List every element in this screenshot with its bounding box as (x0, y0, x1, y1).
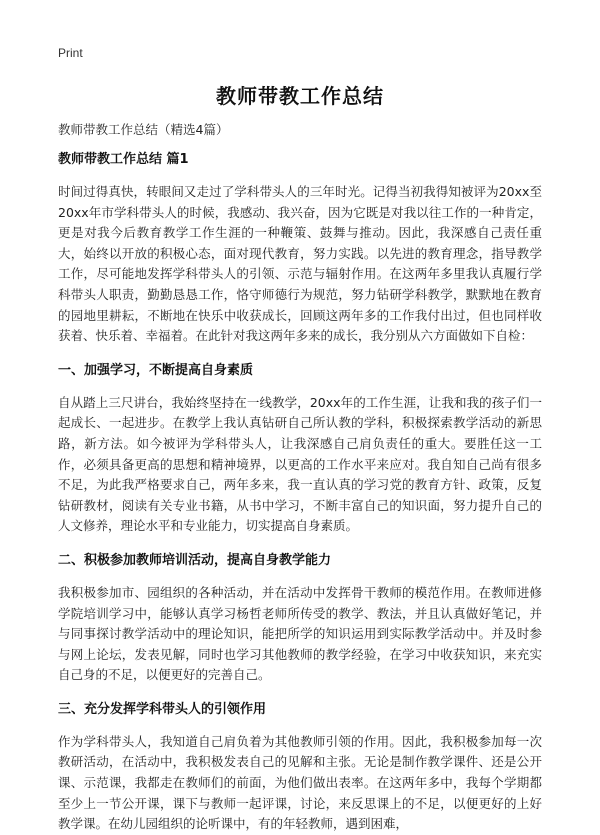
intro-paragraph: 时间过得真快，转眼间又走过了学科带头人的三年时光。记得当初我得知被评为20xx至20xx年市学科带头人的时候，我感动、我兴奋，因为它既是对我以往工作的一种肯定，更是对我今后教育教学工作生涯的一种鞭策、鼓舞与推动。因此，我深感自己责任重大，始终以开放的积极心态，面对现代教育，努力实践。以先进的教育理念，指导教学工作，尽可能地发挥学科带头人的引领、示范与辐射作用。在这两年多里我认真履行学科带头人职责，勤勤恳恳工作，恪守师德行为规范，努力钻研学科教学，默默地在教育的园地里耕耘，不断地在快乐中收获成长，回顾这两年多的工作我付出过，但也同样收获着、快乐着、幸福着。在此针对我这两年多来的成长，我分别从六方面做如下自检： (58, 184, 542, 344)
section-paragraph: 我积极参加市、园组织的各种活动，并在活动中发挥骨干教师的模范作用。在教师进修学院培训学习中，能够认真学习杨哲老师所传受的教学、教法，并且认真做好笔记，并与同事探讨教学活动中的理论知识，能把所学的知识运用到实际教学活动中。并及时参与网上论坛，发表见解，同时也学习其他教师的教学经验，在学习中收获知识，来充实自己身的不足，以便更好的完善自己。 (58, 584, 542, 683)
section-paragraph: 自从踏上三尺讲台，我始终坚持在一线教学，20xx年的工作生涯，让我和我的孩子们一起成长、一起进步。在教学上我认真钻研自己所认教的学科，积极探索教学活动的新思路，新方法。如今被评为学科带头人，让我深感自己肩负责任的重大。要胜任这一工作，必须具备更高的思想和精神境界，以更高的工作水平来应对。我自知自己尚有很多不足，为此我严格要求自己，两年多来，我一直认真的学习党的教育方针、政策，反复钻研教材，阅读有关专业书籍，从书中学习，不断丰富自己的知识面，努力提升自己的人文修养，理论水平和专业能力，切实提高自身素质。 (58, 394, 542, 534)
article-title: 教师带教工作总结 篇1 (58, 152, 189, 167)
document-subtitle: 教师带教工作总结（精选4篇） (58, 122, 229, 137)
print-label[interactable]: Print (58, 46, 83, 60)
section-paragraph: 作为学科带头人，我知道自己肩负着为其他教师引领的作用。因此，我积极参加每一次教研活动，在活动中，我积极发表自己的见解和主张。无论是制作教学课件、还是公开课、示范课，我都走在教师们的前面，为他们做出表率。在这两年多中，我每个学期都至少上一节公开课，课下与教师一起评课，讨论，来反思课上的不足，以便更好的上好教学课。在幼儿园组织的论听课中，有的年轻教师，遇到困难， (58, 733, 542, 832)
section-heading: 一、加强学习，不断提高自身素质 (58, 362, 254, 378)
section-heading: 三、充分发挥学科带头人的引领作用 (58, 701, 267, 717)
document-title: 教师带教工作总结 (216, 84, 384, 108)
section-heading: 二、积极参加教师培训活动，提高自身教学能力 (58, 552, 332, 568)
document-content (58, 150, 542, 835)
